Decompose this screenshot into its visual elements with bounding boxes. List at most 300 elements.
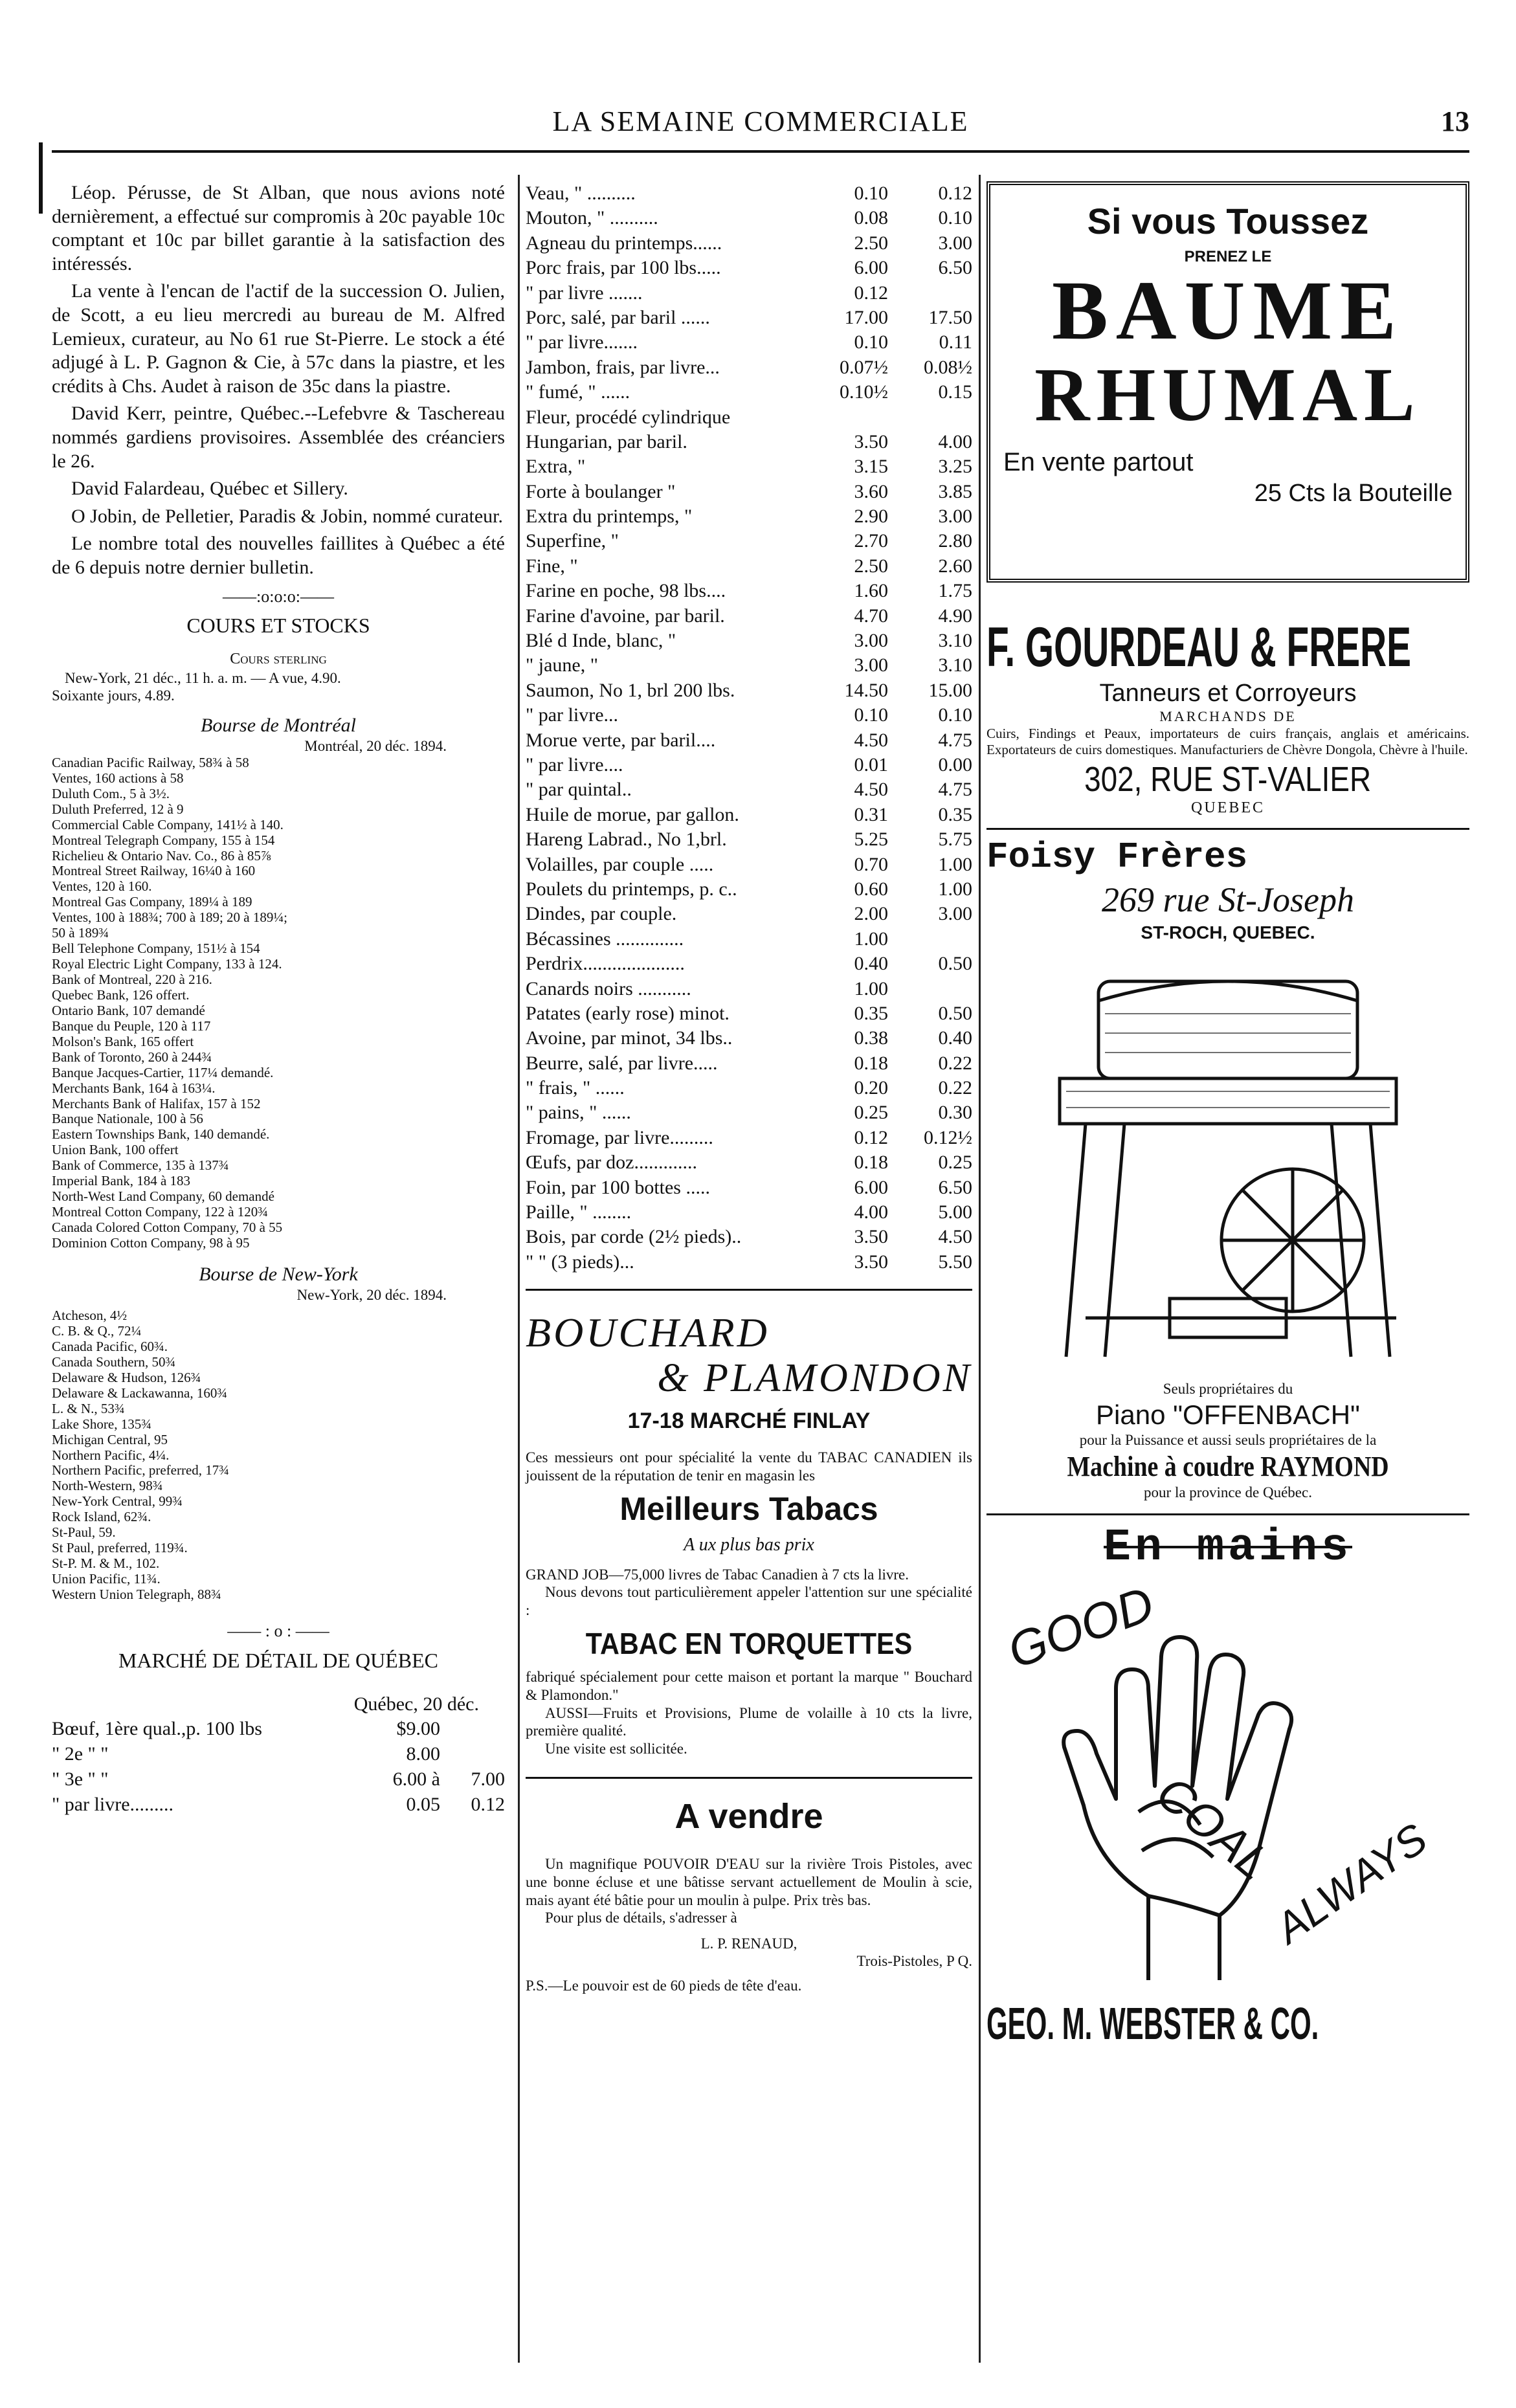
price-cell: 4.75	[938, 729, 972, 751]
price-cell: 0.70	[854, 853, 888, 875]
bp-text: fabriqué spécialement pour cette maison et portant la marque " Bouchard & Plamondon."	[526, 1669, 972, 1704]
quote-line: St-P. M. & M., 102.	[52, 1555, 160, 1572]
price-cell: 0.40	[938, 1027, 972, 1049]
table-row	[526, 728, 972, 753]
sewing-machine-illustration	[1021, 955, 1435, 1370]
table-row	[526, 529, 972, 553]
price-cell: 6.00	[854, 1176, 888, 1198]
foisy-city: ST-ROCH, QUEBEC.	[1141, 922, 1315, 943]
table-row	[526, 853, 972, 877]
table-row	[526, 1250, 972, 1275]
price-cell: 0.12½	[924, 1126, 972, 1148]
table-row	[526, 231, 972, 256]
table-row	[526, 355, 972, 380]
item-cell: Canards noirs ...........	[526, 977, 691, 999]
quote-line: Western Union Telegraph, 88¾	[52, 1586, 221, 1602]
price-cell: 3.25	[938, 456, 972, 478]
bp-name-1: BOUCHARD	[526, 1310, 770, 1356]
en-mains: En mains	[1103, 1522, 1353, 1574]
price-cell	[888, 281, 972, 306]
machine-table	[1060, 1078, 1396, 1124]
table-row	[526, 1076, 972, 1100]
baume-line: En vente partout	[1003, 447, 1194, 476]
quote-line: Canadian Pacific Railway, 58¾ à 58	[52, 754, 249, 770]
table-row	[526, 1200, 972, 1225]
bp-text: Une visite est sollicitée.	[545, 1740, 687, 1757]
table-row	[526, 1100, 972, 1125]
price-cell: 0.05	[406, 1794, 440, 1816]
machine-cover	[1098, 981, 1357, 1078]
price-cell: 3.00	[854, 630, 888, 652]
market-price-table	[526, 181, 972, 1275]
quote-line: Royal Electric Light Company, 133 à 124.	[52, 956, 282, 972]
webster-name-wrap	[987, 1996, 1469, 2052]
news-item: David Falardeau, Québec et Sillery.	[71, 478, 348, 500]
table-row	[526, 504, 972, 529]
good-word: GOOD	[1001, 1576, 1161, 1680]
price-cell: 0.10	[854, 183, 888, 204]
price-cell: 14.50	[844, 679, 888, 701]
item-cell: Extra, "	[526, 456, 586, 478]
item-cell: " par livre....	[526, 753, 623, 775]
price-cell: 0.12	[938, 183, 972, 204]
baume-line: RHUMAL	[1034, 352, 1421, 438]
price-cell: 6.00 à	[392, 1768, 440, 1790]
quote-line: Bank of Montreal, 220 à 216.	[52, 972, 212, 988]
table-row	[526, 1126, 972, 1150]
price-cell	[888, 927, 972, 952]
price-cell: 3.85	[938, 480, 972, 502]
table-row	[526, 1051, 972, 1076]
table-row	[526, 703, 972, 728]
margin-bar	[39, 142, 43, 214]
table-row	[526, 181, 972, 206]
quote-line: Duluth Preferred, 12 à 9	[52, 801, 184, 817]
baume-rhumal-ad	[987, 181, 1469, 583]
item-cell: Hareng Labrad., No 1,brl.	[526, 829, 727, 851]
quote-line: Bank of Toronto, 260 à 244¾	[52, 1049, 212, 1065]
item-cell: Superfine, "	[526, 530, 619, 552]
item-cell: " par quintal..	[526, 779, 632, 801]
table-row	[526, 629, 972, 653]
foisy-addr: 269 rue St-Joseph	[1102, 880, 1354, 920]
quote-line: Richelieu & Ontario Nav. Co., 86 à 85⅞	[52, 847, 271, 864]
price-cell: 3.15	[854, 456, 888, 478]
bp-text: Ces messieurs ont pour spécialité la vente du TABAC CANADIEN ils jouissent de la réputation de tenir en magasin les	[526, 1449, 972, 1484]
header-rule	[52, 150, 1469, 153]
table-row	[526, 1001, 972, 1026]
item-cell: Porc frais, par 100 lbs.....	[526, 257, 721, 279]
news-item: La vente à l'encan de l'actif de la succession O. Julien, de Scott, a eu lieu mercredi au bureau de M. Alfred Lemieux, curateur, au No 61 rue St-Pierre. Le stock a été adjugé à L. P. Gagnon & Cie, à 57c dans la piastre, et les crédits à Chs. Audet à raison de 35c dans la piastre.	[52, 280, 505, 397]
quote-line: Northern Pacific, 4¼.	[52, 1447, 170, 1463]
item-cell: Perdrix.....................	[526, 953, 685, 975]
item-cell: Farine d'avoine, par baril.	[526, 605, 725, 627]
bp-text: GRAND JOB—75,000 livres de Tabac Canadien à 7 cts la livre.	[526, 1566, 909, 1583]
item-cell: Forte à boulanger "	[526, 480, 676, 502]
price-cell: 2.60	[938, 555, 972, 577]
bourse-ny-date: New-York, 20 déc. 1894.	[296, 1287, 447, 1304]
quote-line: North-West Land Company, 60 demandé	[52, 1188, 274, 1205]
quote-line: Ventes, 120 à 160.	[52, 878, 152, 895]
item-cell: Patates (early rose) minot.	[526, 1002, 730, 1024]
item-cell: Beurre, salé, par livre.....	[526, 1052, 718, 1074]
quote-line: Dominion Cotton Company, 98 à 95	[52, 1234, 250, 1251]
item-cell: Morue verte, par baril....	[526, 729, 716, 751]
table-row	[526, 902, 972, 926]
quote-line: Atcheson, 4½	[52, 1308, 128, 1324]
news-item: Le nombre total des nouvelles faillites à Québec a été de 6 depuis notre dernier bulletin.	[52, 533, 505, 578]
price-cell: 0.38	[854, 1027, 888, 1049]
price-cell: 2.70	[854, 530, 888, 552]
quote-line: New-York Central, 99¾	[52, 1493, 183, 1510]
av-title: A vendre	[674, 1797, 823, 1836]
price-cell: 3.10	[938, 654, 972, 676]
table-row	[526, 330, 972, 355]
item-cell: Agneau du printemps......	[526, 232, 722, 254]
item-cell: " par livre...	[526, 704, 619, 726]
price-cell: 5.50	[938, 1251, 972, 1273]
table-row	[526, 952, 972, 976]
foisy-text: pour la province de Québec.	[1144, 1484, 1312, 1501]
price-cell	[440, 1741, 505, 1767]
item-cell: Mouton, " ..........	[526, 207, 658, 229]
quote-line: Merchants Bank, 164 à 163¼.	[52, 1080, 216, 1096]
price-cell: 0.60	[854, 878, 888, 900]
price-cell: 1.60	[854, 580, 888, 602]
table-row	[526, 454, 972, 479]
quote-line: Banque du Peuple, 120 à 117	[52, 1018, 211, 1034]
hand-wrist	[1148, 1896, 1220, 1915]
baume-line: Si vous Toussez	[1087, 201, 1369, 241]
av-text: Pour plus de détails, s'adresser à	[545, 1910, 737, 1926]
price-cell: 4.75	[938, 779, 972, 801]
quote-line: Montreal Street Railway, 16¼0 à 160	[52, 863, 256, 879]
gourdeau-name-wrap	[987, 614, 1469, 678]
quote-line: Ventes, 160 actions à 58	[52, 770, 184, 786]
webster-ad	[987, 1521, 1469, 2051]
news-item: Léop. Pérusse, de St Alban, que nous avions noté dernièrement, a effectué sur compromis à 20c payable 10c comptant et 10c par billet garantie à la satisfaction des intéressés.	[52, 182, 505, 274]
bp-headline: Meilleurs Tabacs	[619, 1491, 878, 1528]
table-row	[52, 1767, 505, 1792]
quote-line: L. & N., 53¾	[52, 1400, 125, 1416]
quote-line: Ontario Bank, 107 demandé	[52, 1002, 205, 1018]
table-row	[526, 777, 972, 802]
price-cell: 8.00	[406, 1743, 440, 1765]
table-row	[526, 1176, 972, 1200]
news-item: David Kerr, peintre, Québec.--Lefebvre & Taschereau nommés gardiens provisoires. Assemblée des créanciers le 26.	[52, 403, 505, 472]
price-cell: 3.60	[854, 480, 888, 502]
machine-cover-top	[1098, 981, 1357, 1001]
item-cell: Fromage, par livre.........	[526, 1126, 713, 1148]
price-cell: 4.00	[854, 1201, 888, 1223]
price-cell: 3.10	[938, 630, 972, 652]
item-cell: Avoine, par minot, 34 lbs..	[526, 1027, 733, 1049]
price-cell: 2.00	[854, 903, 888, 925]
quote-line: Molson's Bank, 165 offert	[52, 1033, 194, 1049]
bouchard-plamondon-ad	[526, 1310, 972, 1757]
foisy-name-text: Foisy Frères	[987, 836, 1248, 878]
item-cell: " jaune, "	[526, 654, 598, 676]
price-cell: 0.10½	[840, 381, 888, 403]
quote-line: Montreal Gas Company, 189¼ à 189	[52, 894, 252, 910]
price-cell: 0.07½	[840, 356, 888, 378]
gourdeau-sub2: MARCHANDS DE	[1159, 708, 1297, 725]
quote-line: Montreal Cotton Company, 122 à 120¾	[52, 1204, 269, 1220]
price-cell: 0.40	[854, 953, 888, 975]
price-cell: 2.80	[938, 530, 972, 552]
gourdeau-addr-wrap	[987, 759, 1469, 799]
table-row	[526, 256, 972, 280]
quote-line: Banque Nationale, 100 à 56	[52, 1111, 203, 1127]
item-cell: " par livre.........	[52, 1794, 174, 1816]
price-cell: 0.12	[854, 282, 888, 304]
item-cell: Porc, salé, par baril ......	[526, 306, 710, 328]
quote-line: Duluth Com., 5 à 3½.	[52, 785, 170, 801]
price-cell: 0.50	[938, 953, 972, 975]
price-cell: 4.70	[854, 605, 888, 627]
table-row	[526, 405, 972, 430]
a-vendre-ad	[526, 1796, 972, 1994]
price-cell: 3.00	[938, 506, 972, 528]
table-row	[526, 927, 972, 952]
table-row	[526, 380, 972, 405]
quote-line: Banque Jacques-Cartier, 117¼ demandé.	[52, 1064, 274, 1080]
machine-wheel-spokes	[1221, 1169, 1364, 1311]
sterling-line: New-York, 21 déc., 11 h. a. m. — A vue, 4.90.	[65, 669, 341, 686]
item-cell: Bœuf, 1ère qual.,p. 100 lbs	[52, 1718, 262, 1740]
price-cell	[440, 1716, 505, 1741]
price-cell: 4.50	[854, 729, 888, 751]
quote-line: Union Bank, 100 offert	[52, 1142, 179, 1158]
price-cell: 0.15	[938, 381, 972, 403]
item-cell: Volailles, par couple .....	[526, 853, 714, 875]
table-row	[526, 306, 972, 330]
page-header	[52, 91, 1469, 142]
table-row	[526, 803, 972, 827]
separator: —— : o : ——	[227, 1621, 329, 1640]
price-cell: 0.12	[471, 1794, 505, 1816]
table-row	[526, 604, 972, 629]
item-cell: Bois, par corde (2½ pieds)..	[526, 1226, 742, 1248]
sterling-title: Cours sterling	[230, 651, 327, 668]
price-cell: 3.00	[938, 232, 972, 254]
table-row	[52, 1792, 505, 1817]
item-cell: Huile de morue, par gallon.	[526, 803, 739, 825]
price-cell: 0.10	[938, 704, 972, 726]
price-cell: 0.31	[854, 803, 888, 825]
quote-line: Commercial Cable Company, 141½ à 140.	[52, 816, 284, 832]
price-cell	[888, 977, 972, 1001]
price-cell: 0.18	[854, 1052, 888, 1074]
item-cell: Saumon, No 1, brl 200 lbs.	[526, 679, 735, 701]
retail-price-table	[52, 1716, 505, 1817]
price-cell: 17.00	[844, 306, 888, 328]
price-cell: 5.75	[938, 829, 972, 851]
price-cell: 5.25	[854, 829, 888, 851]
price-cell: 3.50	[854, 1251, 888, 1273]
quote-line: St-Paul, 59.	[52, 1524, 116, 1541]
foisy-machine: Machine à coudre RAYMOND	[1067, 1450, 1389, 1482]
av-name: L. P. RENAUD,	[700, 1935, 797, 1952]
price-cell: 1.75	[938, 580, 972, 602]
table-row	[526, 753, 972, 777]
item-cell: " par livre .......	[526, 282, 643, 304]
table-row	[526, 1150, 972, 1175]
price-cell: 6.50	[938, 1176, 972, 1198]
item-cell: Hungarian, par baril.	[526, 430, 687, 452]
price-cell: 3.50	[854, 430, 888, 452]
item-cell: " frais, " ......	[526, 1077, 625, 1099]
foisy-text: pour la Puissance et aussi seuls propriétaires de la	[1079, 1432, 1377, 1448]
table-row	[526, 579, 972, 603]
price-cell: 0.10	[854, 331, 888, 353]
montreal-quotes	[52, 755, 505, 1251]
column-2	[526, 181, 972, 1994]
table-row	[526, 480, 972, 504]
quote-line: Ventes, 100 à 188¾; 700 à 189; 20 à 189¼;	[52, 909, 287, 926]
quote-line: Canada Southern, 50¾	[52, 1354, 176, 1370]
bp-name-2: & PLAMONDON	[657, 1355, 972, 1400]
item-cell: Paille, " ........	[526, 1201, 632, 1223]
price-cell: 0.22	[938, 1077, 972, 1099]
price-cell: 0.10	[854, 704, 888, 726]
quote-line: Delaware & Hudson, 126¾	[52, 1369, 201, 1385]
item-cell: Farine en poche, 98 lbs....	[526, 580, 726, 602]
item-cell: Jambon, frais, par livre...	[526, 356, 720, 378]
quote-line: North-Western, 98¾	[52, 1478, 163, 1494]
foisy-machine-wrap	[987, 1449, 1469, 1484]
section-title-cours: COURS ET STOCKS	[186, 614, 370, 638]
item-cell: " " (3 pieds)...	[526, 1251, 634, 1273]
price-cell: 0.20	[854, 1077, 888, 1099]
item-cell: Poulets du printemps, p. c..	[526, 878, 737, 900]
price-cell: 4.50	[938, 1226, 972, 1248]
machine-ornament	[1066, 1014, 1390, 1108]
table-row	[526, 1026, 972, 1051]
bp-address: 17-18 MARCHÉ FINLAY	[627, 1408, 871, 1433]
price-cell: 0.10	[938, 207, 972, 229]
item-cell: " 2e " "	[52, 1743, 109, 1765]
bp-headline-2: TABAC EN TORQUETTES	[585, 1627, 913, 1661]
quote-line: Quebec Bank, 126 offert.	[52, 987, 190, 1003]
price-cell: 0.35	[854, 1002, 888, 1024]
item-cell: Blé d Inde, blanc, "	[526, 630, 676, 652]
bourse-montreal-date: Montréal, 20 déc. 1894.	[304, 738, 447, 755]
quote-line: Canada Pacific, 60¾.	[52, 1338, 168, 1354]
marche-date: Québec, 20 déc.	[353, 1693, 479, 1715]
quote-line: Canada Colored Cotton Company, 70 à 55	[52, 1220, 283, 1236]
webster-name: GEO. M. WEBSTER & CO.	[987, 1998, 1319, 2049]
item-cell: " pains, " ......	[526, 1102, 631, 1124]
price-cell: $9.00	[396, 1718, 440, 1740]
item-cell: Veau, " ..........	[526, 183, 636, 204]
price-cell: 4.50	[854, 779, 888, 801]
table-row	[52, 1741, 505, 1767]
item-cell: Fleur, procédé cylindrique	[526, 406, 731, 428]
column-rule-1	[518, 175, 520, 2363]
item-cell: Bécassines ..............	[526, 928, 684, 950]
price-cell: 15.00	[928, 679, 972, 701]
price-cell: 0.01	[854, 753, 888, 775]
foisy-text: Seuls propriétaires du	[1163, 1381, 1293, 1398]
baume-line: 25 Cts la Bouteille	[1254, 479, 1453, 507]
price-cell: 3.00	[854, 654, 888, 676]
table-row	[526, 281, 972, 306]
price-cell: 1.00	[938, 853, 972, 875]
price-cell	[804, 405, 888, 430]
price-cell: 7.00	[471, 1768, 505, 1790]
quote-line: C. B. & Q., 72¼	[52, 1323, 142, 1339]
sterling-line: Soixante jours, 4.89.	[52, 687, 175, 704]
price-cell: 0.12	[854, 1126, 888, 1148]
gourdeau-city: QUEBEC	[1191, 799, 1265, 816]
foisy-piano: Piano "OFFENBACH"	[1096, 1399, 1360, 1430]
rule	[526, 1289, 972, 1291]
rule	[987, 1513, 1469, 1515]
table-row	[52, 1716, 505, 1741]
bp-text: AUSSI—Fruits et Provisions, Plume de volaille à 10 cts la livre, première qualité.	[526, 1704, 972, 1739]
av-ps: P.S.—Le pouvoir est de 60 pieds de tête d'eau.	[526, 1977, 802, 1994]
table-row	[526, 977, 972, 1001]
coal-word: COAL	[1146, 1765, 1282, 1891]
item-cell: " par livre.......	[526, 331, 638, 353]
column-3	[987, 181, 1469, 2051]
price-cell: 5.00	[938, 1201, 972, 1223]
table-row	[526, 1225, 972, 1249]
bp-subline: A ux plus bas prix	[684, 1535, 814, 1555]
gourdeau-name: F. GOURDEAU & FRERE	[987, 616, 1411, 678]
bp-text: Nous devons tout particulièrement appeler l'attention sur une spécialité :	[526, 1584, 972, 1618]
item-cell: Œufs, par doz.............	[526, 1152, 697, 1174]
price-cell: 0.08½	[924, 356, 972, 378]
quote-line: Michigan Central, 95	[52, 1431, 168, 1447]
table-row	[526, 554, 972, 579]
quote-line: St Paul, preferred, 119¾.	[52, 1540, 188, 1556]
price-cell: 17.50	[928, 306, 972, 328]
av-text: Un magnifique POUVOIR D'EAU sur la rivière Trois Pistoles, avec une bonne écluse et une bâtisse servant actuellement de Moulin à scie, mais ayant été bâtie pour un moulin à pulpe. Prix très bas.	[526, 1856, 972, 1908]
gourdeau-sub: Tanneurs et Corroyeurs	[1099, 680, 1357, 707]
bourse-montreal-title: Bourse de Montréal	[201, 714, 356, 736]
table-row	[526, 877, 972, 902]
quote-line: Imperial Bank, 184 à 183	[52, 1173, 191, 1189]
price-cell: 0.00	[938, 753, 972, 775]
gourdeau-addr: 302, RUE ST-VALIER	[1084, 759, 1372, 799]
column-1	[52, 181, 505, 1817]
quote-line: Eastern Townships Bank, 140 demandé.	[52, 1126, 270, 1143]
quote-line: Lake Shore, 135¾	[52, 1416, 151, 1432]
price-cell: 0.35	[938, 803, 972, 825]
quote-line: Bell Telephone Company, 151½ à 154	[52, 941, 260, 957]
always-word: ALWAYS	[1266, 1814, 1436, 1952]
price-cell: 6.00	[854, 257, 888, 279]
price-cell: 0.18	[854, 1152, 888, 1174]
price-cell: 2.50	[854, 232, 888, 254]
page-number: 13	[1441, 106, 1469, 137]
av-place: Trois-Pistoles, P Q.	[856, 1953, 972, 1970]
item-cell: Dindes, par couple.	[526, 903, 677, 925]
separator: ——:o:o:o:——	[223, 586, 334, 606]
price-cell: 4.00	[938, 430, 972, 452]
section-title-marche: MARCHÉ DE DÉTAIL DE QUÉBEC	[118, 1648, 438, 1672]
gourdeau-text: Cuirs, Findings et Peaux, importateurs de cuirs français, anglais et américains. Exportateurs de cuirs domestiques. Manufacturiers de Chèvre Dongola, Chèvre à l'huile.	[987, 726, 1469, 758]
quote-line: Bank of Commerce, 135 à 137¾	[52, 1157, 229, 1174]
ny-quotes	[52, 1308, 505, 1603]
table-row	[526, 827, 972, 852]
rule	[526, 1777, 972, 1779]
price-cell: 2.90	[854, 506, 888, 528]
price-cell: 0.22	[938, 1052, 972, 1074]
quote-line: Delaware & Lackawanna, 160¾	[52, 1385, 228, 1401]
